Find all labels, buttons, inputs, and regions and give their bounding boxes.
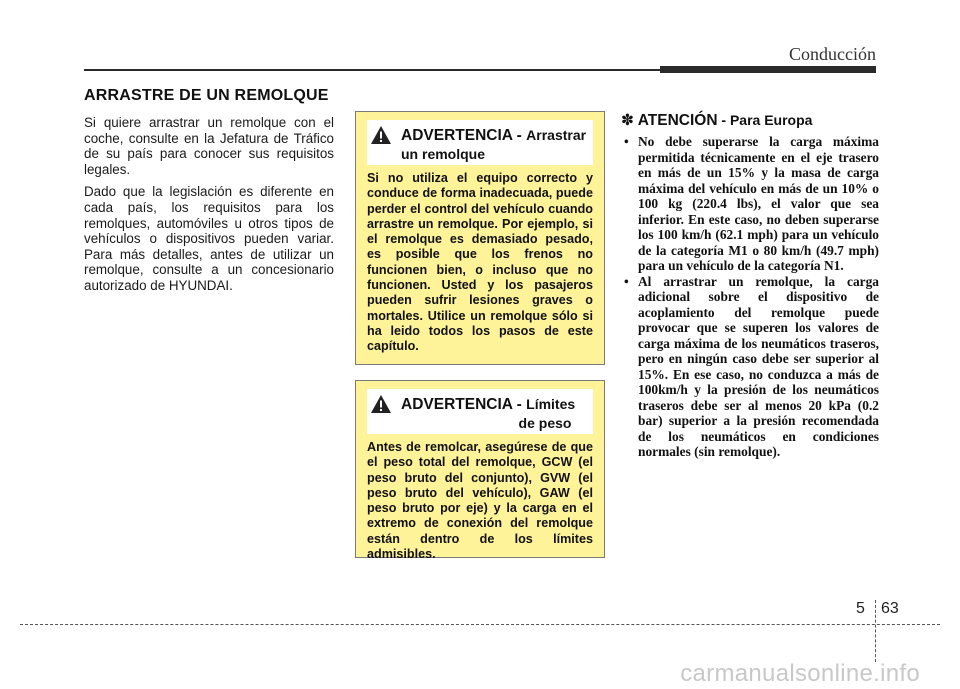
warning-triangle-icon [370,394,392,414]
list-item: • No debe superarse la carga máxima permitida técnicamente en el eje trasero en más de un 15% y la masa de carga máxima del vehículo en más de un 10% o 100 kg (220.4 lbs), el valor que sea inferior. En este caso, no deben superarse los 100 km/h (62.1 mph) para un vehículo de la categoría M1 o 80 km/h (49.7 mph) para un vehículo de la categoría N1. [621,134,879,274]
attention-title [621,111,879,130]
warning-box-towing [355,111,605,365]
attention-list [621,134,879,460]
section-title: ARRASTRE DE UN REMOLQUE [84,87,329,104]
warning-subtitle: Límites [526,396,576,412]
warning-box-weight-limits [355,380,605,562]
page-number-divider [875,600,876,662]
intro-column [84,115,334,301]
intro-paragraph: Dado que la legislación es diferente en cada país, los requisitos para los remolques, automóviles u otros tipos de vehículos o dispositivos pueden variar. Para más detalles, antes de utilizar un remolque, consulte a un concesionario autorizado de HYUNDAI. [84,184,334,293]
list-item: • Al arrastrar un remolque, la carga adicional sobre el dispositivo de acoplamiento del remolque puede provocar que se superen los valores de carga máxima de los neumáticos traseros, pero en ningún caso debe ser superior al 15%. En ese caso, no conduzca a más de 100km/h y la presión de los neumáticos traseros debe ser al menos 20 kPa (0.2 bar) superior a la presión recomendada de los neumáticos en condiciones normales (sin remolque). [621,274,879,460]
warning-header [367,120,593,165]
warning-body: Antes de remolcar, asegúrese de que el peso total del remolque, GCW (el peso bruto del conjunto), GVW (el peso bruto del vehículo), GAW (el peso bruto por eje) y la carga en el extremo de conexión del remolque están dentro de los límites admisibles. [367,440,593,562]
footer-rule [20,624,940,625]
chapter-title: Conducción [789,44,876,64]
warning-label: ADVERTENCIA - [401,127,527,144]
warning-subtitle: Arrastrar [526,127,587,143]
warning-label: ADVERTENCIA - [401,396,527,413]
warning-title [401,126,589,163]
attention-label: ✽ ATENCIÓN [621,112,718,129]
warning-triangle-icon [370,125,392,145]
warning-subtitle: un remolque [401,146,486,162]
attention-subtitle: - Para Europa [717,112,813,128]
header-rule-accent [660,66,876,73]
warning-body: Si no utiliza el equipo correcto y conduce de forma inadecuada, puede perder el control del vehículo cuando arrastre un remolque. Por ejemplo, si el remolque es demasiado pesado, es posible que los frenos no funcionen bien, o incluso que no funcionen. Usted y los pasajeros pueden sufrir lesiones graves o mortales. Utilice un remolque sólo si ha leido todos los pasos de este capítulo. [367,171,593,354]
warning-subtitle: de peso [518,415,572,431]
page-number: 63 [881,600,899,617]
warning-title [401,395,589,432]
watermark: carmanualsonline.info [680,660,920,687]
chapter-number: 5 [856,600,865,617]
attention-column [621,111,879,460]
intro-paragraph: Si quiere arrastrar un remolque con el coche, consulte en la Jefatura de Tráfico de su país para conocer sus requisitos legales. [84,115,334,177]
warning-header [367,389,593,434]
header-rule [84,69,660,71]
